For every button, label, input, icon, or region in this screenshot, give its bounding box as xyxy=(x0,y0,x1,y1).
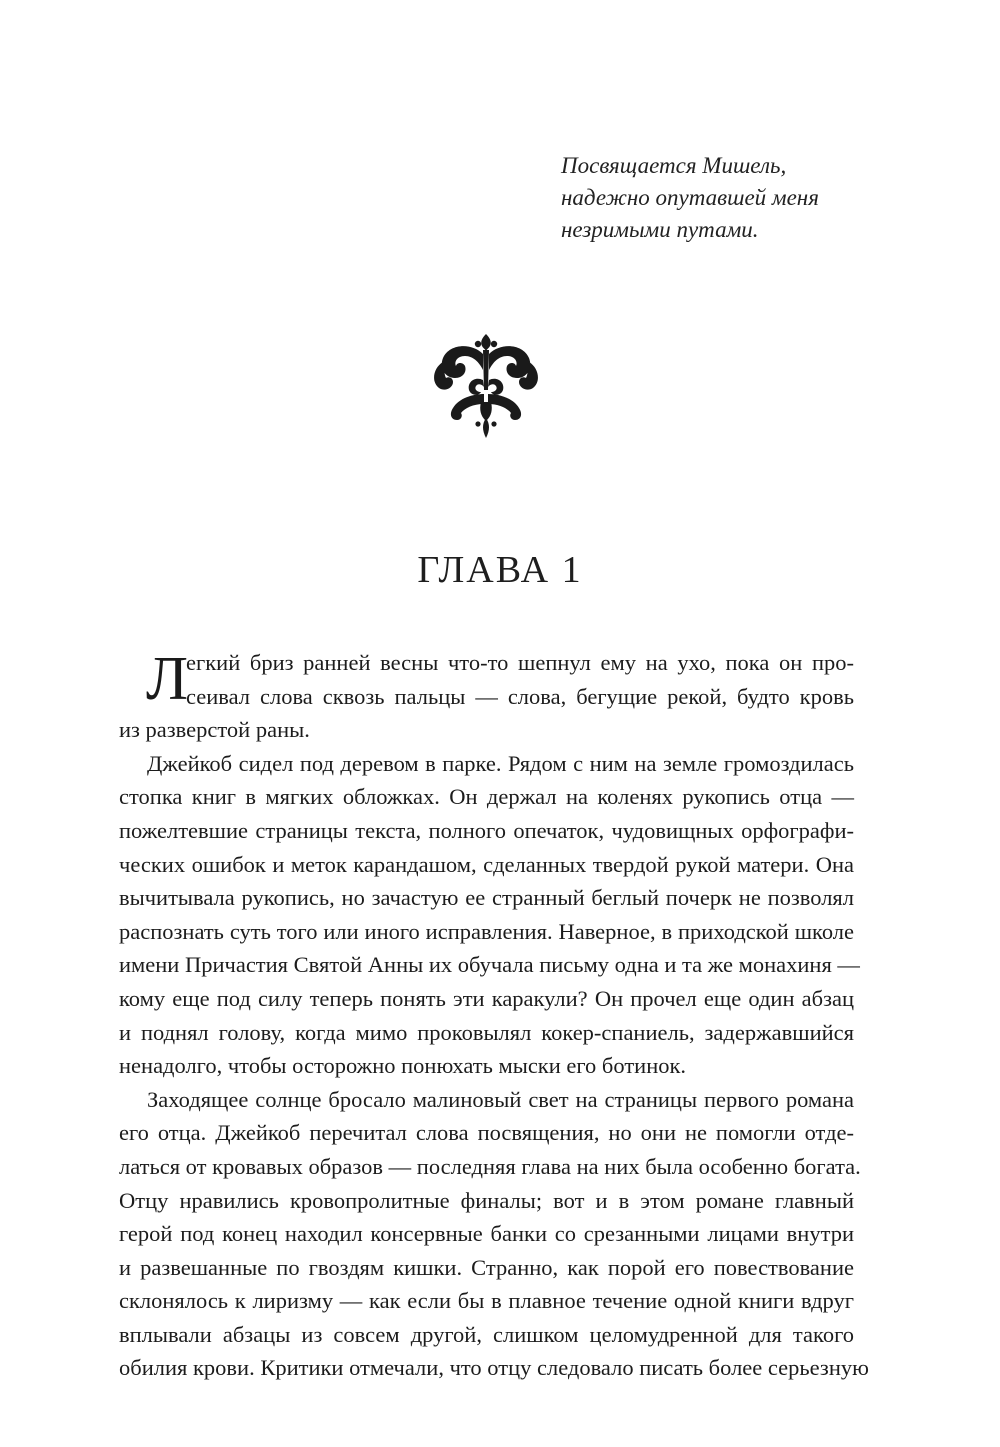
text-line: сеивал слова сквозь пальцы — слова, бегущие рекой, будто кровь xyxy=(186,683,854,709)
text-line: кому еще под силу теперь понять эти каракули? Он прочел еще один абзац xyxy=(119,985,854,1011)
text-line: склонялось к лиризму — как если бы в плавное течение одной книги вдруг xyxy=(119,1288,854,1314)
text-line: имени Причастия Святой Анны их обучала письму одна и та же монахиня — xyxy=(119,952,860,978)
text-line: обилия крови. Критики отмечали, что отцу следовало писать более серьезную xyxy=(119,1355,869,1381)
text-line: Джейкоб сидел под деревом в парке. Рядом с ним на земле громоздилась xyxy=(147,750,854,776)
text-line: герой под конец находил консервные банки со срезанными лицами внутри xyxy=(119,1221,854,1247)
text-line: вплывали абзацы из совсем другой, слишком целомудренной для такого xyxy=(119,1321,854,1347)
text-line: и развешанные по гвоздям кишки. Странно, как порой его повествование xyxy=(119,1254,854,1280)
text-line: пожелтевшие страницы текста, полного опечаток, чудовищных орфографи- xyxy=(119,817,854,843)
dedication-line: незримыми путами. xyxy=(561,217,759,242)
paragraph xyxy=(119,646,854,747)
chapter-body xyxy=(119,645,869,1385)
dedication xyxy=(561,150,891,246)
drop-cap: Л xyxy=(146,645,189,713)
paragraph xyxy=(119,747,860,1083)
text-line: его отца. Джейкоб перечитал слова посвящения, но они не помогли отде- xyxy=(119,1120,854,1146)
chapter-title: ГЛАВА 1 xyxy=(417,549,583,591)
dedication-line: Посвящается Мишель, xyxy=(561,153,787,178)
text-line: ческих ошибок и меток карандашом, сделанных твердой рукой матери. Она xyxy=(119,851,854,877)
text-line: егкий бриз ранней весны что-то шепнул ему на ухо, пока он про- xyxy=(186,650,854,675)
text-line: и поднял голову, когда мимо проковылял кокер-спаниель, задержавшийся xyxy=(119,1019,854,1045)
text-line: латься от кровавых образов — последняя глава на них была особенно богата. xyxy=(119,1153,861,1179)
floral-ornament-icon xyxy=(427,332,545,440)
text-line: ненадолго, чтобы осторожно понюхать мыски его ботинок. xyxy=(119,1053,687,1079)
text-line: из разверстой раны. xyxy=(119,717,310,743)
text-line: распознать суть того или иного исправления. Наверное, в приходской школе xyxy=(119,918,854,944)
paragraph xyxy=(119,1083,869,1385)
dedication-line: надежно опутавшей меня xyxy=(561,185,819,210)
text-line: стопка книг в мягких обложках. Он держал на коленях рукопись отца — xyxy=(119,784,854,810)
text-line: вычитывала рукопись, но зачастую ее странный беглый почерк не позволял xyxy=(119,885,854,911)
text-line: Отцу нравились кровопролитные финалы; вот и в этом романе главный xyxy=(119,1187,854,1213)
text-line: Заходящее солнце бросало малиновый свет на страницы первого романа xyxy=(147,1086,854,1112)
